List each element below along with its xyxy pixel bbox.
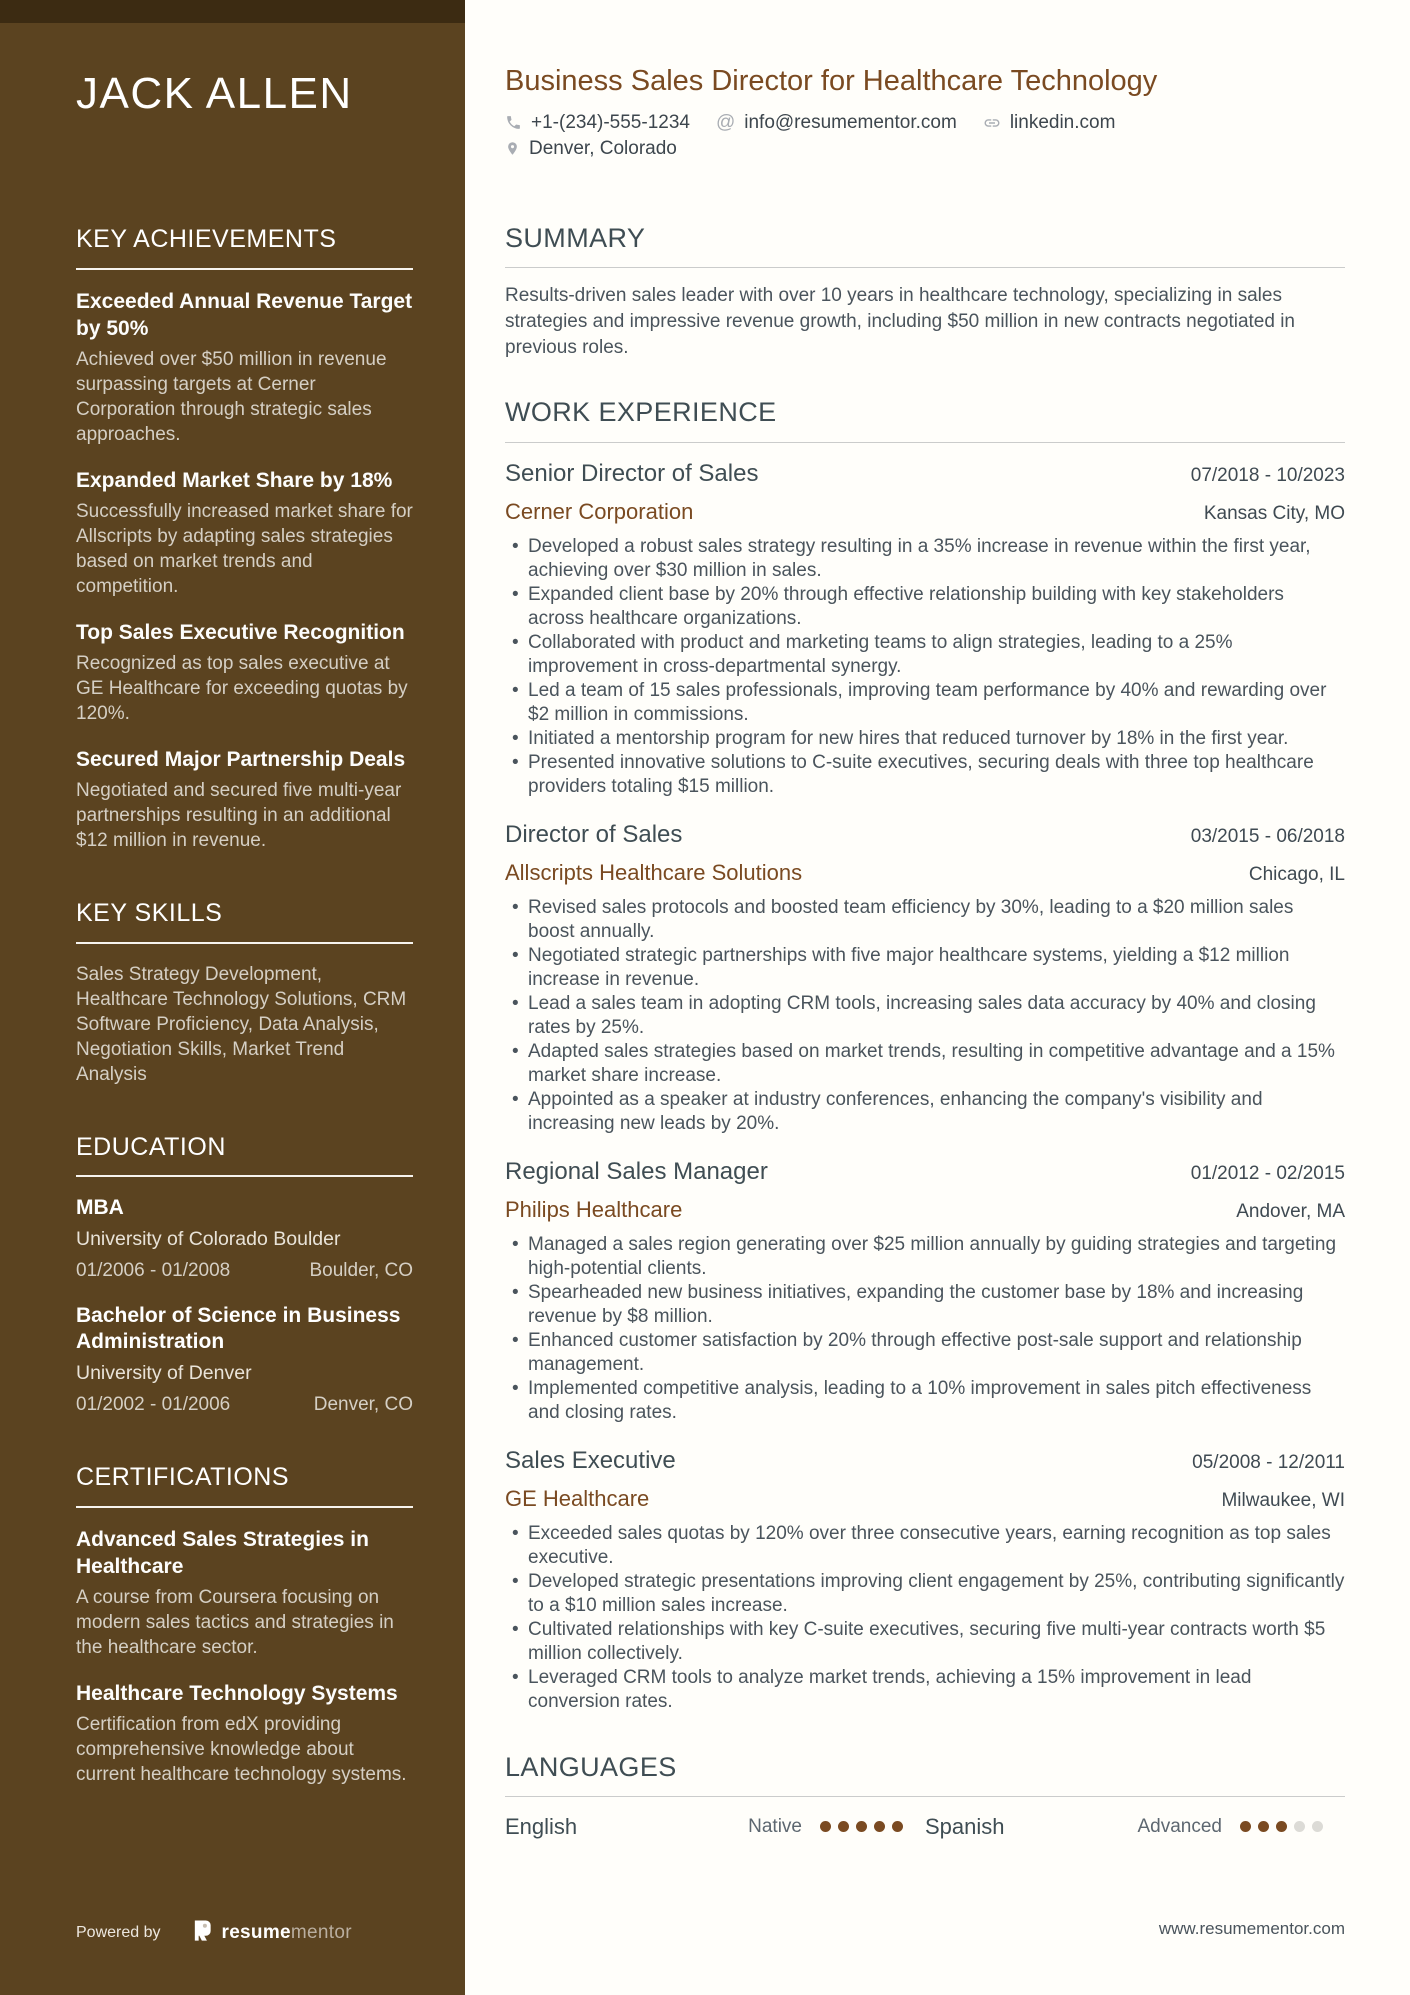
section-languages — [505, 1751, 1345, 1840]
job-role: Sales Executive — [505, 1446, 676, 1474]
divider — [76, 942, 413, 944]
certification-item-desc: A course from Coursera focusing on modern sales tactics and strategies in the healthcare sector. — [76, 1587, 394, 1659]
brand-light: mentor — [290, 1922, 352, 1943]
achievement-item-title: Expanded Market Share by 18% — [76, 468, 393, 492]
job-role: Senior Director of Sales — [505, 459, 759, 487]
job-bullet: • Led a team of 15 sales professionals, improving team performance by 40% and rewarding over $2 million in commissions. — [505, 679, 1345, 727]
section-summary — [505, 222, 1345, 361]
site-footer-link[interactable]: www.resumementor.com — [1158, 1919, 1345, 1938]
divider — [505, 1796, 1345, 1797]
powered-by-label: Powered by — [76, 1924, 161, 1941]
job-company: GE Healthcare — [505, 1485, 650, 1511]
divider — [76, 268, 413, 270]
section-title: KEY SKILLS — [76, 898, 223, 927]
resumementor-logo-text — [222, 1922, 352, 1944]
job-bullet: • Developed a robust sales strategy resulting in a 35% increase in revenue within the first year, achieving over $30 million in sales. — [505, 535, 1345, 583]
sidebar — [0, 0, 465, 1995]
phone-contact[interactable] — [505, 110, 690, 136]
job-bullet: • Developed strategic presentations improving client engagement by 25%, contributing significantly to a $10 million sales increase. — [505, 1570, 1345, 1618]
languages-row — [505, 1814, 1345, 1840]
education-dates: 01/2006 - 01/2008 — [76, 1260, 231, 1282]
divider — [505, 267, 1345, 268]
job-bullet: • Expanded client base by 20% through effective relationship building with key stakeholders across healthcare organizations. — [505, 583, 1345, 631]
certification-item — [76, 1680, 413, 1787]
resumementor-logo-icon — [191, 1919, 214, 1947]
certifications-list — [76, 1526, 413, 1787]
phone-icon — [505, 114, 522, 131]
certification-item — [76, 1526, 413, 1660]
section-title: SUMMARY — [505, 222, 646, 253]
section-education — [76, 1133, 413, 1418]
job-company: Cerner Corporation — [505, 498, 694, 524]
achievement-item-desc: Recognized as top sales executive at GE Healthcare for exceeding quotas by 120%. — [76, 652, 408, 724]
skills-text: Sales Strategy Development, Healthcare Technology Solutions, CRM Software Proficiency, Data Analysis, Negotiation Skills, Market Trend Analysis — [76, 963, 407, 1085]
job-dates: 01/2012 - 02/2015 — [1190, 1162, 1345, 1184]
section-title: CERTIFICATIONS — [76, 1463, 290, 1492]
job-entry — [505, 820, 1345, 1136]
jobs-list — [505, 459, 1345, 1714]
dot-filled-icon — [1240, 1821, 1251, 1832]
brand-bold: resume — [221, 1922, 291, 1943]
job-bullet: • Exceeded sales quotas by 120% over three consecutive years, earning recognition as top sales executive. — [505, 1522, 1345, 1570]
job-bullet: • Initiated a mentorship program for new hires that reduced turnover by 18% in the first year. — [505, 727, 1345, 751]
location-text: Denver, Colorado — [529, 137, 677, 159]
job-entry — [505, 459, 1345, 799]
education-school: University of Colorado Boulder — [76, 1228, 341, 1251]
divider — [505, 442, 1345, 443]
section-certifications — [76, 1463, 413, 1787]
achievement-item-desc: Successfully increased market share for Allscripts by adapting sales strategies based on market trends and competition. — [76, 500, 413, 597]
job-company: Allscripts Healthcare Solutions — [505, 859, 803, 885]
job-dates: 07/2018 - 10/2023 — [1190, 464, 1345, 486]
dot-filled-icon — [856, 1821, 867, 1832]
job-bullet: • Adapted sales strategies based on market trends, resulting in competitive advantage and a 15% market share increase. — [505, 1040, 1345, 1088]
achievement-item-title: Exceeded Annual Revenue Target by 50% — [76, 289, 413, 340]
job-dates: 05/2008 - 12/2011 — [1192, 1451, 1345, 1473]
job-bullet: • Cultivated relationships with key C-suite executives, securing five multi-year contracts worth $5 million collectively. — [505, 1618, 1345, 1666]
job-bullets — [505, 1233, 1345, 1425]
language-dots — [1240, 1821, 1323, 1832]
location-pin-icon — [505, 140, 520, 157]
summary-text: Results-driven sales leader with over 10 years in healthcare technology, specializing in sales strategies and impressive revenue growth, including $50 million in new contracts negotiated in previous roles. — [505, 285, 1295, 359]
job-bullet: • Presented innovative solutions to C-suite executives, securing deals with three top healthcare providers totaling $15 million. — [505, 751, 1345, 799]
candidate-name: JACK ALLEN — [76, 69, 353, 118]
job-bullet: • Spearheaded new business initiatives, expanding the customer base by 18% and increasing revenue by $8 million. — [505, 1281, 1345, 1329]
dot-empty-icon — [1294, 1821, 1305, 1832]
achievement-item-desc: Negotiated and secured five multi-year partnerships resulting in an additional $12 million in revenue. — [76, 779, 402, 851]
phone-number: +1-(234)-555-1234 — [531, 111, 690, 133]
dot-filled-icon — [820, 1821, 831, 1832]
education-meta — [76, 1393, 413, 1417]
job-entry — [505, 1157, 1345, 1425]
linkedin-contact[interactable] — [983, 110, 1116, 136]
email-contact[interactable] — [716, 110, 957, 136]
job-location: Milwaukee, WI — [1221, 1489, 1345, 1511]
section-key-skills — [76, 899, 413, 1087]
job-bullet: • Revised sales protocols and boosted team efficiency by 30%, leading to a $20 million sales boost annually. — [505, 896, 1345, 944]
certification-item-title: Advanced Sales Strategies in Healthcare — [76, 1528, 369, 1579]
job-dates: 03/2015 - 06/2018 — [1190, 825, 1345, 847]
sidebar-footer — [76, 1919, 352, 1947]
job-role: Director of Sales — [505, 820, 683, 848]
job-bullet: • Appointed as a speaker at industry conferences, enhancing the company's visibility and increasing new leads by 20%. — [505, 1088, 1345, 1136]
at-icon: @ — [715, 112, 736, 134]
dot-empty-icon — [1312, 1821, 1323, 1832]
language-name: Spanish — [925, 1813, 1005, 1839]
dot-filled-icon — [1276, 1821, 1287, 1832]
dot-filled-icon — [1258, 1821, 1269, 1832]
job-entry — [505, 1446, 1345, 1714]
section-work-experience — [505, 396, 1345, 1713]
language-level: Advanced — [1137, 1815, 1222, 1837]
job-bullets — [505, 1522, 1345, 1714]
job-bullet: • Collaborated with product and marketing teams to align strategies, leading to a 25% improvement in cross-departmental synergy. — [505, 631, 1345, 679]
job-subheader-row — [505, 1485, 1345, 1512]
section-key-achievements — [76, 225, 413, 853]
job-subheader-row — [505, 859, 1345, 886]
language-entry — [505, 1814, 925, 1840]
job-bullet: • Enhanced customer satisfaction by 20% through effective post-sale support and relationship management. — [505, 1329, 1345, 1377]
language-name: English — [505, 1813, 578, 1839]
job-bullet: • Leveraged CRM tools to analyze market trends, achieving a 15% improvement in lead conversion rates. — [505, 1666, 1345, 1714]
job-bullet: • Implemented competitive analysis, leading to a 10% improvement in sales pitch effectiveness and closing rates. — [505, 1377, 1345, 1425]
job-role: Regional Sales Manager — [505, 1157, 768, 1185]
link-icon — [983, 114, 1001, 132]
divider — [76, 1506, 413, 1508]
job-subheader-row — [505, 1196, 1345, 1223]
dot-filled-icon — [874, 1821, 885, 1832]
divider — [76, 1175, 413, 1177]
job-subheader-row — [505, 498, 1345, 525]
achievement-item — [76, 746, 413, 853]
dot-filled-icon — [892, 1821, 903, 1832]
linkedin-url: linkedin.com — [1009, 111, 1116, 133]
contact-row-2 — [505, 136, 1345, 162]
job-bullet: • Managed a sales region generating over $25 million annually by guiding strategies and targeting high-potential clients. — [505, 1233, 1345, 1281]
main-column — [465, 0, 1410, 1995]
section-title: LANGUAGES — [505, 1751, 677, 1782]
language-entry — [925, 1814, 1345, 1840]
job-bullets — [505, 896, 1345, 1136]
education-location: Boulder, CO — [309, 1260, 413, 1282]
job-header-row — [505, 1446, 1345, 1476]
sidebar-top-band — [0, 0, 465, 23]
contact-block — [505, 110, 1345, 162]
job-company: Philips Healthcare — [505, 1196, 683, 1222]
achievement-item — [76, 619, 413, 726]
achievement-item-title: Top Sales Executive Recognition — [76, 620, 405, 644]
section-title: EDUCATION — [76, 1132, 226, 1161]
language-dots — [820, 1821, 903, 1832]
certification-item-title: Healthcare Technology Systems — [76, 1682, 398, 1706]
education-item — [76, 1195, 413, 1283]
education-dates: 01/2002 - 01/2006 — [76, 1394, 231, 1416]
job-bullet: • Lead a sales team in adopting CRM tools, increasing sales data accuracy by 40% and closing rates by 25%. — [505, 992, 1345, 1040]
job-header-row — [505, 1157, 1345, 1187]
job-header-row — [505, 820, 1345, 850]
job-location: Kansas City, MO — [1203, 502, 1345, 524]
achievement-item — [76, 288, 413, 447]
email-address: info@resumementor.com — [744, 111, 957, 133]
resumementor-logo — [191, 1919, 352, 1947]
job-bullets — [505, 535, 1345, 799]
achievements-list — [76, 288, 413, 853]
education-degree: MBA — [76, 1196, 124, 1220]
education-degree: Bachelor of Science in Business Administration — [76, 1304, 401, 1354]
certification-item-desc: Certification from edX providing comprehensive knowledge about current healthcare technology systems. — [76, 1714, 407, 1786]
education-item — [76, 1303, 413, 1417]
job-location: Chicago, IL — [1248, 863, 1345, 885]
job-location: Andover, MA — [1236, 1200, 1345, 1222]
education-location: Denver, CO — [313, 1394, 413, 1416]
achievement-item — [76, 467, 413, 599]
achievement-item-title: Secured Major Partnership Deals — [76, 747, 406, 771]
contact-row-1 — [505, 110, 1345, 136]
achievement-item-desc: Achieved over $50 million in revenue surpassing targets at Cerner Corporation through strategic sales approaches. — [76, 348, 387, 445]
dot-filled-icon — [838, 1821, 849, 1832]
job-bullet: • Negotiated strategic partnerships with five major healthcare systems, yielding a $12 million increase in revenue. — [505, 944, 1345, 992]
job-header-row — [505, 459, 1345, 489]
section-title: KEY ACHIEVEMENTS — [76, 225, 337, 254]
education-school: University of Denver — [76, 1362, 252, 1385]
education-list — [76, 1195, 413, 1417]
location-contact — [505, 136, 677, 162]
section-title: WORK EXPERIENCE — [505, 397, 777, 428]
job-title-headline: Business Sales Director for Healthcare Technology — [505, 65, 1158, 97]
language-level: Native — [748, 1815, 802, 1837]
education-meta — [76, 1259, 413, 1283]
